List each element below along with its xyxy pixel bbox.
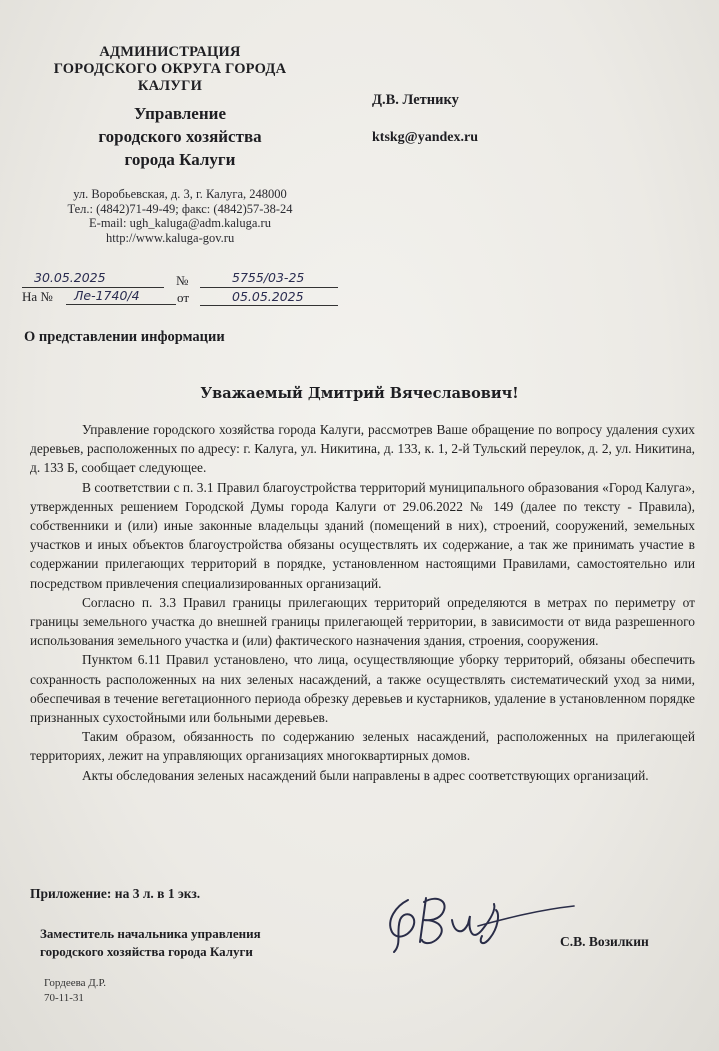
reply-from-label: от [177, 290, 190, 305]
letterhead-website: http://www.kaluga-gov.ru [106, 230, 235, 245]
executor-info [44, 976, 106, 1006]
reply-date-underline [200, 305, 338, 306]
handwritten-signature [378, 880, 578, 970]
body-paragraph: Таким образом, обязанность по содержанию зеленых насаждений, расположенных на прилегающей территориях, лежит на управляющих организациях многоквартирных домов. [30, 729, 695, 764]
reply-date: 05.05.2025 [232, 289, 304, 304]
letterhead-department [60, 102, 300, 171]
body-paragraph: Согласно п. 3.3 Правил границы прилегающих территорий определяются в метрах по периметру от границы земельного участка до внешней границы прилегающей территории, в зависимости от вида разрешенного использования земельного участка и (или) фактического назначения здания, строения, сооружения. [30, 594, 695, 649]
executor-name: Гордеева Д.Р. [44, 977, 107, 989]
admin-line-2: ГОРОДСКОГО ОКРУГА ГОРОДА КАЛУГИ [53, 61, 287, 94]
reply-number-underline [66, 304, 176, 305]
letterhead-contacts [30, 187, 330, 245]
reply-label: На № [22, 289, 53, 304]
body-paragraph: Акты обследования зеленых насаждений были направлены в адрес соответствующих организаций. [82, 767, 649, 783]
letter-body [30, 420, 695, 785]
registration-number: 5755/03-25 [232, 270, 305, 285]
attachment-note: Приложение: на 3 л. в 1 экз. [30, 886, 201, 901]
body-paragraph: Пунктом 6.11 Правил установлено, что лица, осуществляющие уборку территорий, обязаны обеспечить сохранность расположенных на них зеленых насаждений, а также осуществлять систематический уход за ними, обеспечивая в течение вегетационного периода обрезку деревьев и кустарников, удаление в установленном порядке признанных сухостойными или больными деревьев. [30, 652, 695, 726]
admin-line-1: АДМИНИСТРАЦИЯ [99, 44, 241, 60]
dept-line-3: города Калуги [124, 150, 236, 169]
registration-number-label: № [176, 273, 189, 288]
registration-date: 30.05.2025 [34, 270, 106, 285]
letterhead-phone: Тел.: (4842)71-49-49; факс: (4842)57-38-24 [67, 201, 293, 216]
body-paragraph: Управление городского хозяйства города Калуги, рассмотрев Ваше обращение по вопросу удаления сухих деревьев, расположенных по адресу: г. Калуга, ул. Никитина, д. 133, к. 1, 2-й Тульский переулок, д. 2, ул. Никитина, д. 133 Б, сообщает следующее. [30, 422, 695, 476]
executor-phone: 70-11-31 [44, 992, 84, 1004]
recipient-email: ktskg@yandex.ru [372, 130, 478, 145]
reply-number: Ле-1740/4 [74, 288, 140, 303]
dept-line-2: городского хозяйства [98, 127, 262, 146]
recipient-name: Д.В. Летнику [372, 92, 459, 108]
letterhead-address: ул. Воробьевская, д. 3, г. Калуга, 248000 [73, 187, 287, 201]
letterhead-admin [20, 44, 320, 95]
signatory-title-line-1: Заместитель начальника управления [40, 926, 261, 941]
salutation: Уважаемый Дмитрий Вячеславович! [200, 385, 519, 402]
dept-line-1: Управление [133, 104, 226, 123]
letterhead-email: E-mail: ugh_kaluga@adm.kaluga.ru [89, 216, 271, 230]
signatory-title-line-2: городского хозяйства города Калуги [40, 944, 253, 959]
signatory-name: С.В. Возилкин [560, 934, 649, 949]
letter-subject: О представлении информации [24, 329, 225, 345]
registration-number-underline [200, 287, 338, 288]
body-paragraph: В соответствии с п. 3.1 Правил благоустройства территорий муниципального образования «Город Калуга», утвержденных решением Городской Думы города Калуги от 29.06.2022 № 149 (далее по тексту - Правила), собственники и (или) иные законные владельцы зданий (помещений в них), строений, сооружений, земельных участков и иных объектов благоустройства обязаны осуществлять их содержание, а так же принимать участие в содержании прилегающих территорий в порядке, установленном настоящими Правилами, самостоятельно или посредством привлечения специализированных организаций. [30, 479, 695, 591]
signatory-title [40, 925, 261, 961]
